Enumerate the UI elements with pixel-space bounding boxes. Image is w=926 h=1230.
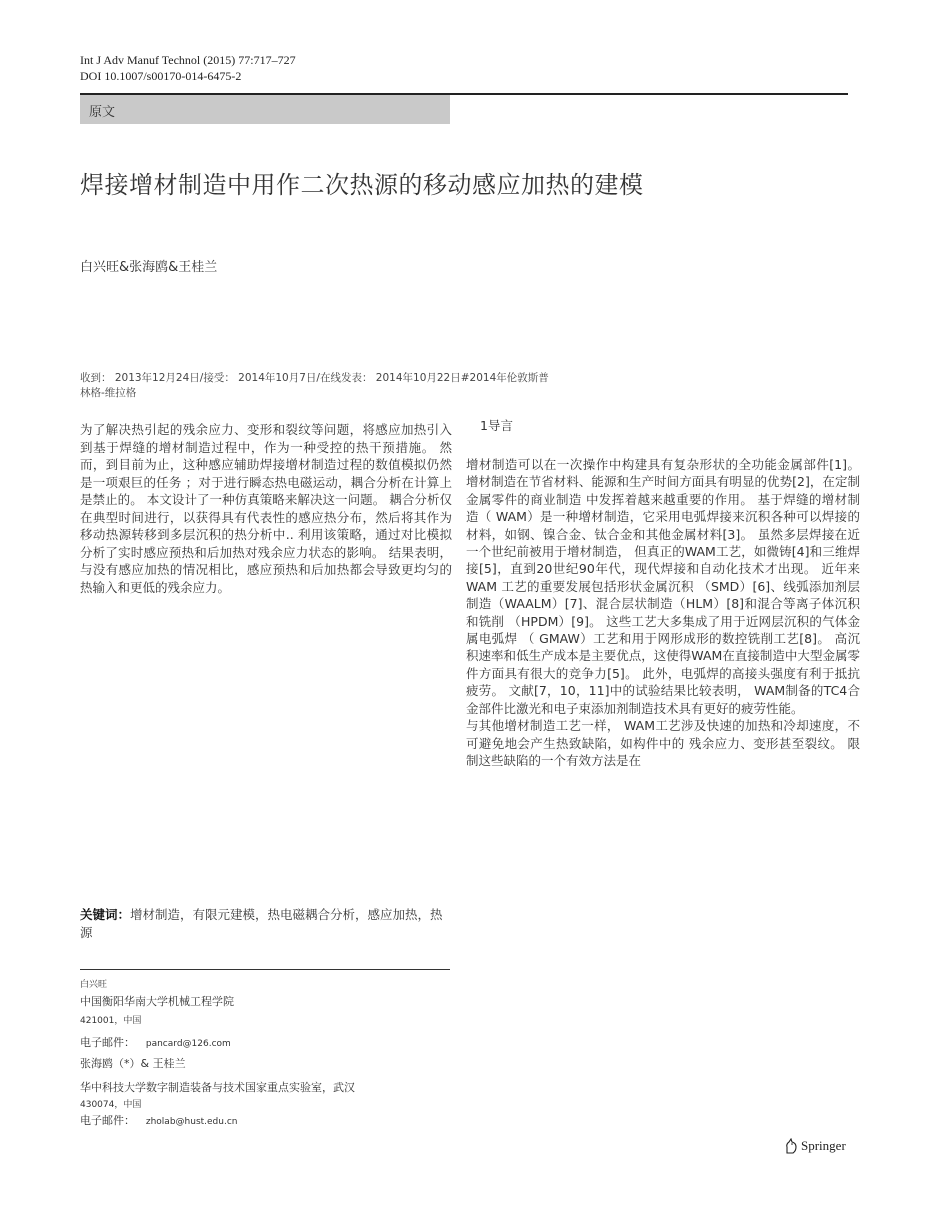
springer-horse-icon (784, 1138, 798, 1154)
article-type-box (80, 95, 450, 124)
keywords (80, 906, 452, 941)
affiliation-author1-institution: 中国衡阳华南大学机械工程学院 (80, 995, 234, 1008)
intro-paragraph: 与其他增材制造工艺一样， WAM工艺涉及快速的加热和冷却速度，不可避免地会产生热致缺陷，如构件中的 残余应力、变形甚至裂纹。 限制这些缺陷的一个有效方法是在 (466, 718, 860, 768)
journal-citation (80, 52, 296, 84)
article-title: 焊接增材制造中用作二次热源的移动感应加热的建模 (80, 171, 644, 199)
keywords-text: 增材制造，有限元建模，热电磁耦合分析，感应加热，热源 (80, 907, 443, 940)
intro-paragraph: 增材制造可以在一次操作中构建具有复杂形状的全功能金属部件[1]。 增材制造在节省材料、能源和生产时间方面具有明显的优势[2]，在定制金属零件的商业制造 中发挥着越来越重要的作用。 基于焊缝的增材制造（ WAM）是一种增材制造，它采用电弧焊接来沉积各种可以焊接的材料，如钢、镍合金、钛合金和其他金属材料[3]。 虽然多层焊接在近一个世纪前被用于增材制造， 但真正的WAM工艺，如微铸[4]和三维焊接[5]，直到20世纪90年代，现代焊接和自动化技术才出现。 近年来WAM 工艺的重要发展包括形状金属沉积 （SMD）[6]、线弧添加剂层制造（WAALM）[7]、混合层状制造（HLM）[8]和混合等离子体沉积和铣削 （HPDM）[9]。 这些工艺大多集成了用于近网层沉积的气体金属电弧焊 （ GMAW）工艺和用于网形成形的数控铣削工艺[8]。 高沉积速率和低生产成本是主要优点，这使得WAM在直接制造中大型金属零件方面具有很大的竞争力[5]。 此外，电弧焊的高接头强度有利于抵抗疲劳。 文献[7，10，11]中的试验结果比较表明， WAM制备的TC4合金部件比激光和电子束添加剂制造技术具有更好的疲劳性能。 (466, 457, 860, 716)
affiliation-author1-email (80, 1034, 231, 1050)
section-heading-introduction: 1导言 (480, 418, 513, 433)
email-label: 电子邮件： (80, 1036, 135, 1049)
email-link[interactable]: pancard@126.com (145, 1039, 231, 1049)
article-type-label: 原文 (89, 105, 116, 120)
affiliation-institution-2: 华中科技大学数字制造装备与技术国家重点实验室，武汉 (80, 1081, 355, 1094)
affiliation-author1-name: 白兴旺 (80, 980, 108, 990)
affiliation-address-2: 430074，中国 (80, 1100, 142, 1110)
journal-line: Int J Adv Manuf Technol (2015) 77:717–727 (80, 53, 296, 67)
email-label: 电子邮件： (80, 1114, 135, 1127)
publication-dates: 收到： 2013年12月24日/接受： 2014年10月7日/在线发表： 2014年10月22日#2014年伦敦斯普林格-维拉格 (80, 372, 549, 399)
publisher-logo (784, 1138, 846, 1154)
affiliation-author1-address: 421001，中国 (80, 1016, 142, 1026)
keywords-label: 关键词： (80, 907, 131, 922)
affiliation-email-2 (80, 1112, 238, 1128)
affiliation-authors-2-3: 张海鸥（*）& 王桂兰 (80, 1057, 186, 1070)
publisher-name: Springer (801, 1138, 846, 1153)
author-list[interactable]: 白兴旺&张海鸥&王桂兰 (80, 260, 218, 275)
doi-line[interactable]: DOI 10.1007/s00170-014-6475-2 (80, 69, 242, 83)
abstract-text: 为了解决热引起的残余应力、变形和裂纹等问题，将感应加热引入到基于焊缝的增材制造过程中，作为一种受控的热干预措施。 然而，到目前为止，这种感应辅助焊接增材制造过程的数值模拟仍然是一项艰巨的任务 ；对于进行瞬态热电磁运动，耦合分析在计算上是禁止的。 本文设计了一种仿真策略来解决这一问题。 耦合分析仅在典型时间进行，以获得具有代表性的感应热分布，然后将其作为移动热源转移到多层沉积的热分析中.. 利用该策略，通过对比模拟分析了实时感应预热和后加热对残余应力状态的影响。 结果表明，与没有感应加热的情况相比，感应预热和后加热都会导致更均匀的热输入和更低的残余应力。 (80, 422, 452, 595)
affiliation-rule (80, 969, 450, 970)
email-link[interactable]: zholab@hust.edu.cn (145, 1117, 238, 1127)
introduction-body (466, 456, 860, 769)
